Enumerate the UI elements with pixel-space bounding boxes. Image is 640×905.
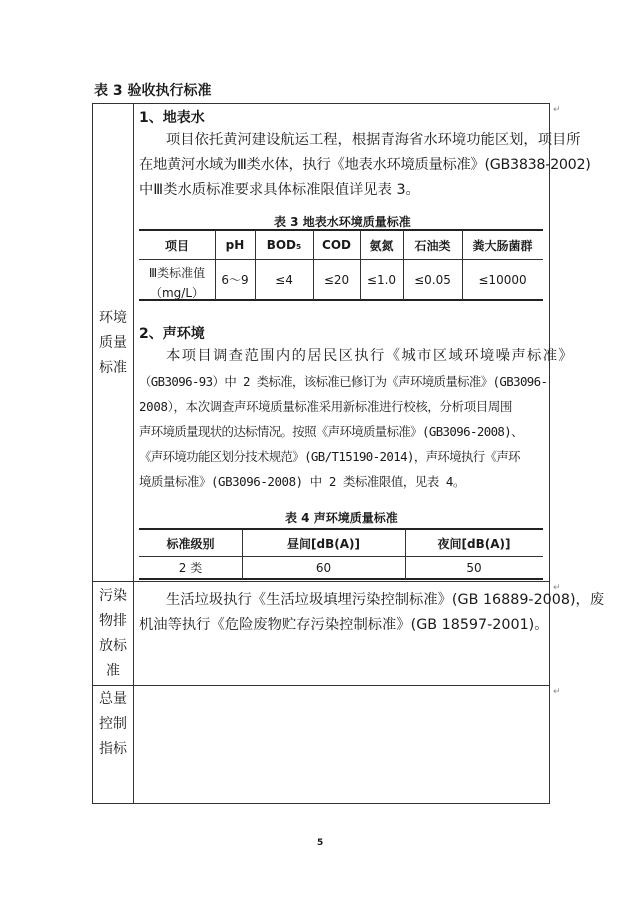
label-line: 环境 (99, 310, 127, 326)
paragraph-line: 中Ⅲ类水质标准要求具体标准限值详见表 3。 (139, 182, 420, 198)
value-cell: 50 (466, 560, 482, 575)
value-cell: ≤10000 (478, 272, 527, 287)
header-cell: 粪大肠菌群 (472, 238, 533, 253)
paragraph-mark-icon: ↵ (553, 583, 561, 593)
label-line: 放标 (99, 638, 127, 654)
section-heading-surface-water: 1、地表水 (139, 110, 205, 126)
value-cell: 2 类 (178, 561, 203, 575)
paragraph-line: 《声环境功能区划分技术规范》(GB/T15190-2014)，声环境执行《声环 (139, 449, 520, 464)
table-caption: 表 3 地表水环境质量标准 (274, 215, 411, 229)
paragraph-mark-icon: ↵ (553, 105, 561, 115)
page-number: 5 (317, 838, 324, 848)
paragraph-mark-icon: ↵ (553, 687, 561, 697)
header-cell: COD (322, 238, 351, 252)
label-line: 标准 (99, 360, 127, 376)
header-cell: 夜间[dB(A)] (437, 536, 511, 551)
label-line: 准 (106, 663, 120, 679)
row-label-total-control (92, 687, 134, 762)
header-cell: 氨氮 (369, 238, 394, 253)
value-cell: 6～9 (221, 273, 249, 287)
page-title: 表 3 验收执行标准 (94, 83, 212, 99)
section-heading-acoustic: 2、声环境 (139, 326, 205, 342)
header-cell: 标准级别 (166, 536, 215, 551)
label-line: 污染 (99, 588, 127, 604)
label-line: 控制 (99, 716, 127, 732)
value-cell: ≤4 (275, 272, 293, 287)
paragraph-line: 声环境质量现状的达标情况。按照《声环境质量标准》(GB3096-2008)、 (139, 424, 523, 439)
header-cell: pH (225, 238, 245, 252)
header-cell: BOD₅ (266, 238, 302, 252)
label-line: 质量 (99, 335, 127, 351)
value-cell: ≤0.05 (414, 272, 451, 287)
label-line: 总量 (99, 691, 127, 707)
row-label-line: （mg/L） (149, 286, 205, 300)
row-label-cell (139, 260, 215, 306)
row-label-pollutant-discharge (92, 584, 134, 684)
header-cell: 石油类 (414, 238, 451, 253)
paragraph-line: 项目依托黄河建设航运工程，根据青海省水环境功能区划，项目所 (166, 132, 581, 148)
value-cell: 60 (315, 560, 332, 575)
paragraph-line: 生活垃圾执行《生活垃圾填埋污染控制标准》(GB 16889-2008)，废 (166, 592, 605, 608)
value-cell: ≤1.0 (366, 272, 397, 287)
header-cell: 项目 (164, 238, 189, 253)
paragraph-line: 本项目调查范围内的居民区执行《城市区域环境噪声标准》 (166, 348, 575, 364)
paragraph-line: （GB3096-93）中 2 类标准，该标准已修订为《声环境质量标准》(GB3096- (139, 374, 548, 389)
value-cell: ≤20 (323, 272, 350, 287)
header-cell: 昼间[dB(A)] (287, 536, 360, 551)
paragraph-line: 2008），本次调查声环境质量标准采用新标准进行校核，分析项目周围 (139, 399, 513, 414)
paragraph-line: 机油等执行《危险废物贮存污染控制标准》(GB 18597-2001)。 (139, 617, 549, 633)
paragraph-line: 境质量标准》(GB3096-2008) 中 2 类标准限值，见表 4。 (139, 474, 465, 489)
row-label-environment-quality (92, 306, 134, 381)
table-caption: 表 4 声环境质量标准 (285, 511, 398, 525)
label-line: 物排 (99, 613, 127, 629)
row-label-line: Ⅲ类标准值 (148, 266, 206, 280)
paragraph-line: 在地黄河水域为Ⅲ类水体，执行《地表水环境质量标准》(GB3838-2002) (139, 157, 591, 173)
label-line: 指标 (99, 741, 127, 757)
